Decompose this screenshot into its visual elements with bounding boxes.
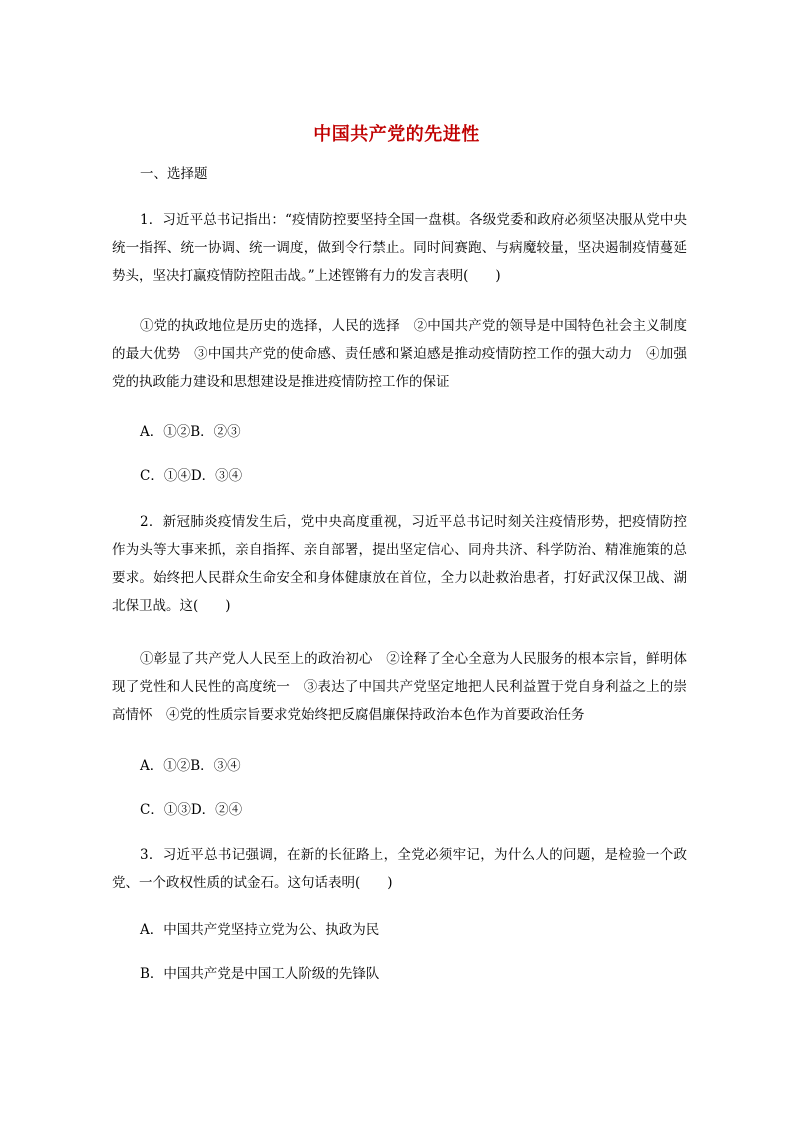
question-2-statements: ①彰显了共产党人人民至上的政治初心 ②诠释了全心全意为人民服务的根本宗旨，鲜明体现了党性和人民性的高度统一 ③表达了中国共产党坚定地把人民利益置于党自身利益之上的崇高情怀 ④党的性质宗旨要求党始终把反腐倡廉保持政治本色作为首要政治任务: [112, 651, 687, 723]
question-3: [112, 841, 687, 897]
question-3-option-b: B．中国共产党是中国工人阶级的先锋队: [140, 966, 380, 982]
question-1-statements: ①党的执政地位是历史的选择，人民的选择 ②中国共产党的领导是中国特色社会主义制度的最大优势 ③中国共产党的使命感、责任感和紧迫感是推动疫情防控工作的强大动力 ④加强党的执政能力建设和思想建设是推进疫情防控工作的保证: [112, 318, 687, 390]
question-3-option-a: A．中国共产党坚持立党为公、执政为民: [140, 922, 380, 938]
question-1-options-ab: A．①②B．②③: [140, 424, 241, 440]
section-heading: 一、选择题: [140, 166, 208, 182]
question-2-stem: 2．新冠肺炎疫情发生后，党中央高度重视，习近平总书记时刻关注疫情形势，把疫情防控作为头等大事来抓，亲自指挥、亲自部署，提出坚定信心、同舟共济、科学防治、精准施策的总要求。始终把人民群众生命安全和身体健康放在首位，全力以赴救治患者，打好武汉保卫战、湖北保卫战。这( ): [112, 514, 687, 614]
question-2: [112, 508, 687, 620]
question-2-statements-block: [112, 645, 687, 729]
document-title: 中国共产党的先进性: [313, 124, 480, 145]
question-1-stem: 1．习近平总书记指出：“疫情防控要坚持全国一盘棋。各级党委和政府必须坚决服从党中央统一指挥、统一协调、统一调度，做到令行禁止。同时间赛跑、与病魔较量，坚决遏制疫情蔓延势头，坚决打赢疫情防控阻击战。”上述铿锵有力的发言表明( ): [112, 212, 687, 284]
question-1: [112, 206, 687, 290]
question-2-options-ab: A．①②B．③④: [140, 758, 241, 774]
question-1-statements-block: [112, 312, 687, 396]
question-1-options-cd: C．①④D．③④: [140, 468, 243, 484]
question-3-stem: 3．习近平总书记强调，在新的长征路上，全党必须牢记，为什么人的问题，是检验一个政党、一个政权性质的试金石。这句话表明( ): [112, 847, 687, 891]
question-2-options-cd: C．①③D．②④: [140, 802, 243, 818]
